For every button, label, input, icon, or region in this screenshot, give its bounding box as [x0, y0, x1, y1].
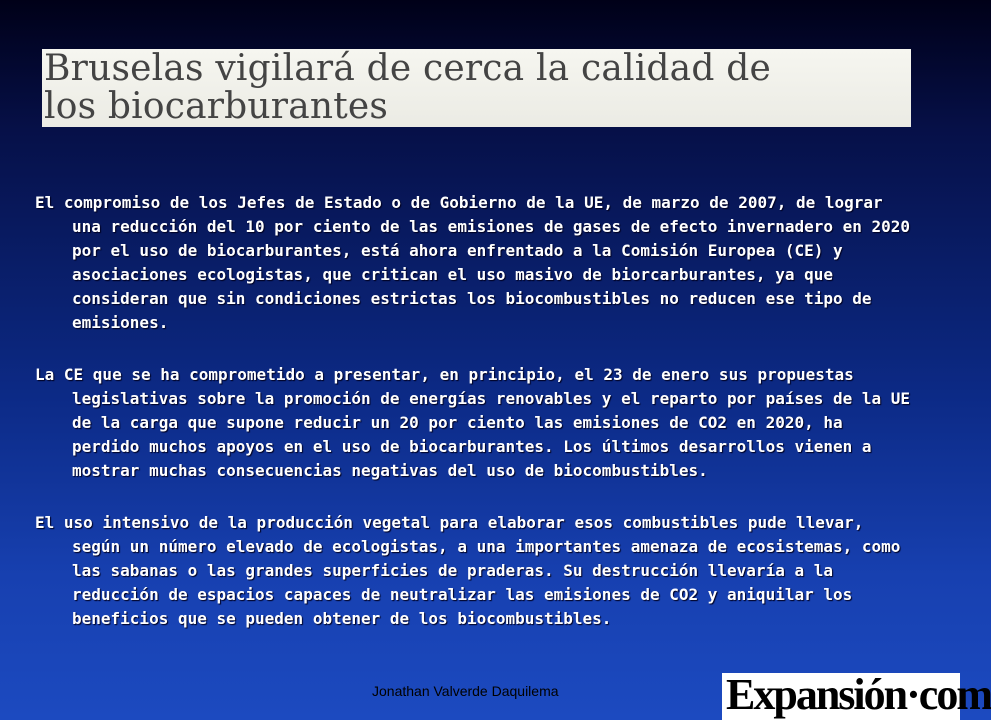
footer-author: Jonathan Valverde Daquilema — [372, 683, 559, 699]
paragraph-3: El uso intensivo de la producción vegetal para elaborar esos combustibles pude llevar, según un número elevado de ecologistas, a una importantes amenaza de ecosistemas, como las sabanas o las grandes superficies de praderas. Su destrucción llevaría a la reducción de espacios capaces de neutralizar las emisiones de CO2 y aniquilar los beneficios que se pueden obtener de los biocombustibles. — [35, 513, 901, 628]
expansion-logo — [722, 670, 991, 720]
slide-title-line-1: Bruselas vigilará de cerca la calidad de — [44, 48, 771, 89]
logo-dot: · — [906, 670, 919, 719]
logo-suffix: com — [918, 670, 991, 719]
logo-word: Expansión — [726, 670, 907, 719]
logo-text — [726, 671, 991, 719]
slide-title-line-2: los biocarburantes — [44, 86, 389, 127]
paragraph-1: El compromiso de los Jefes de Estado o de Gobierno de la UE, de marzo de 2007, de lograr una reducción del 10 por ciento de las emisiones de gases de efecto invernadero en 2020 por el uso de biocarburantes, está ahora enfrentado a la Comisión Europea (CE) y asociaciones ecologistas, que critican el uso masivo de biorcarburantes, ya que consideran que sin condiciones estrictas los biocombustibles no reducen ese tipo de emisiones. — [35, 193, 911, 332]
paragraph-2: La CE que se ha comprometido a presentar, en principio, el 23 de enero sus propuestas legislativas sobre la promoción de energías renovables y el reparto por países de la UE de la carga que supone reducir un 20 por ciento las emisiones de CO2 en 2020, ha perdido muchos apoyos en el uso de biocarburantes. Los últimos desarrollos vienen a mostrar muchas consecuencias negativas del uso de biocombustibles. — [35, 365, 911, 480]
title-banner — [42, 49, 911, 127]
slide-body — [35, 191, 915, 659]
